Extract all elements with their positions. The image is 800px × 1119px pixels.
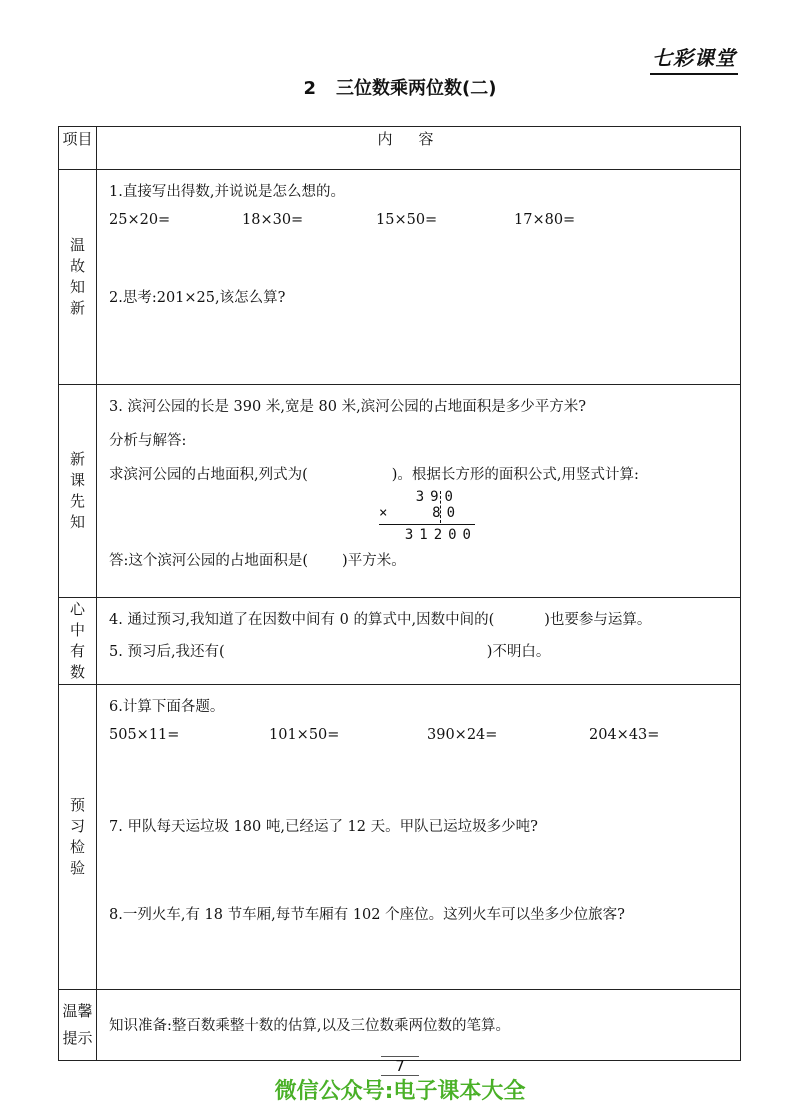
worksheet-table bbox=[58, 126, 741, 1061]
section-content-tip bbox=[97, 990, 741, 1061]
section-label-review: 温 故 知 新 bbox=[59, 170, 97, 385]
answer-line: 答:这个滨河公园的占地面积是( )平方米。 bbox=[109, 553, 406, 569]
question-4: 4. 通过预习,我知道了在因数中间有 0 的算式中,因数中间的( )也要参与运算。 bbox=[109, 612, 652, 628]
section-tip bbox=[59, 990, 741, 1061]
calc-item: 505×11= bbox=[109, 727, 180, 743]
header-label: 项目 bbox=[59, 127, 97, 170]
question-8: 8.一列火车,有 18 节车厢,每节车厢有 102 个座位。这列火车可以坐多少位旅客? bbox=[109, 907, 625, 923]
section-content-mindful bbox=[97, 598, 741, 685]
lesson-title: 三位数乘两位数(二) bbox=[336, 78, 497, 99]
question-2: 2.思考:201×25,该怎么算? bbox=[109, 290, 286, 306]
section-content-newlesson bbox=[97, 385, 741, 598]
question-7: 7. 甲队每天运垃圾 180 吨,已经运了 12 天。甲队已运垃圾多少吨? bbox=[109, 819, 538, 835]
question-3: 3. 滨河公园的长是 390 米,宽是 80 米,滨河公园的占地面积是多少平方米? bbox=[109, 399, 586, 415]
calc-item: 15×50= bbox=[376, 212, 438, 228]
tip-text: 知识准备:整百数乘整十数的估算,以及三位数乘两位数的笔算。 bbox=[109, 1018, 510, 1034]
question-1-items bbox=[109, 206, 728, 234]
multiplier: 80 bbox=[432, 505, 461, 521]
calc-item: 390×24= bbox=[427, 727, 498, 743]
section-label-check: 预 习 检 验 bbox=[59, 685, 97, 990]
section-label-newlesson: 新 课 先 知 bbox=[59, 385, 97, 598]
section-content-review bbox=[97, 170, 741, 385]
section-review bbox=[59, 170, 741, 385]
watermark-text: 微信公众号:电子课本大全 bbox=[274, 1079, 526, 1104]
product: 31200 bbox=[404, 527, 477, 543]
calc-item: 101×50= bbox=[269, 727, 340, 743]
calc-item: 25×20= bbox=[109, 212, 171, 228]
formula-line: 求滨河公园的占地面积,列式为( )。根据长方形的面积公式,用竖式计算: bbox=[109, 467, 639, 483]
section-content-check bbox=[97, 685, 741, 990]
lesson-number: 2 bbox=[303, 78, 317, 99]
question-5: 5. 预习后,我还有( )不明白。 bbox=[109, 644, 551, 660]
multiplicand: 390 bbox=[415, 489, 459, 505]
calc-item: 17×80= bbox=[514, 212, 576, 228]
question-1: 1.直接写出得数,并说说是怎么想的。 bbox=[109, 184, 345, 200]
multiply-sign: × bbox=[379, 505, 388, 521]
section-newlesson bbox=[59, 385, 741, 598]
section-label-tip: 温馨 提示 bbox=[59, 990, 97, 1061]
analysis-label: 分析与解答: bbox=[109, 433, 187, 449]
calc-item: 204×43= bbox=[589, 727, 660, 743]
page-title bbox=[0, 74, 800, 100]
calc-rule bbox=[379, 524, 475, 525]
page-number: 7 bbox=[0, 1057, 800, 1075]
section-label-mindful: 心 中 有 数 bbox=[59, 598, 97, 685]
brand-logo: 七彩课堂 bbox=[650, 42, 738, 75]
question-6: 6.计算下面各题。 bbox=[109, 699, 225, 715]
section-mindful bbox=[59, 598, 741, 685]
header-row bbox=[59, 127, 741, 170]
header-content: 内容 bbox=[97, 127, 741, 170]
vertical-calculation bbox=[379, 489, 499, 547]
question-6-items bbox=[109, 721, 728, 749]
section-check bbox=[59, 685, 741, 990]
calc-item: 18×30= bbox=[242, 212, 304, 228]
